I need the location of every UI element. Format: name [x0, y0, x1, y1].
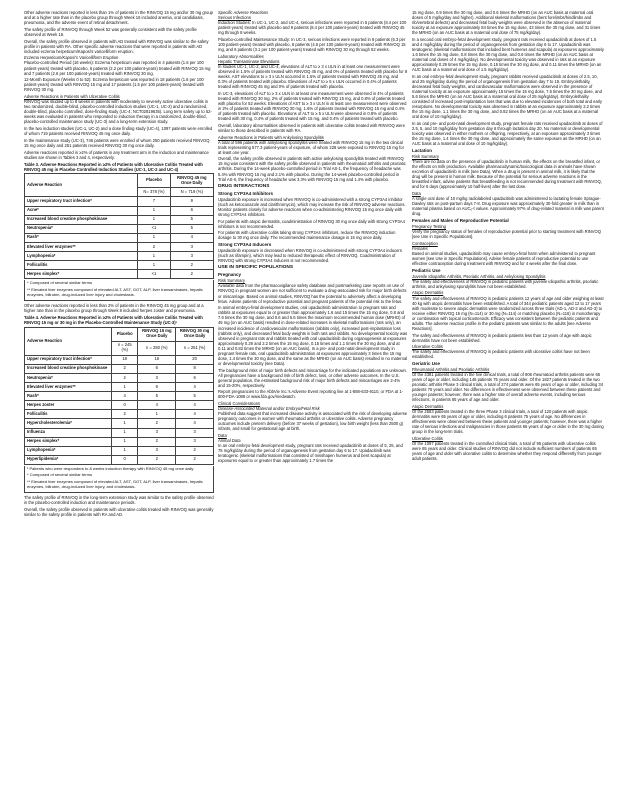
footnote: * Composed of several similar terms — [27, 472, 92, 478]
paragraph: A total of 596 patients with ankylosing spondylitis were treated with RINVOQ 15 mg in the two clinical trials representing 577.3 patient-years of exposure, of whom 228 were exposed to RINVOQ 15 mg for at least one year. — [218, 139, 404, 155]
table-cell-reaction: Influenza — [25, 428, 112, 437]
table-row — [25, 242, 214, 251]
table-cell-reaction: Herpes zoster — [25, 401, 112, 410]
table-cell-reaction: Folliculitis — [25, 261, 138, 270]
table-row — [25, 437, 214, 446]
table-cell-value: 2 — [176, 446, 214, 455]
table-cell-value: 9 — [170, 197, 213, 206]
table-row — [25, 401, 214, 410]
table-cell-value: 1 — [138, 410, 176, 419]
footnote: * Composed of several similar terms — [27, 280, 92, 286]
table-4-footnotes — [24, 466, 214, 493]
subheading-pregnancy-testing: Pregnancy Testing — [412, 223, 446, 229]
table-cell-value: 2 — [111, 373, 137, 382]
table-3-header-placebo: Placebo — [138, 174, 170, 188]
table-cell-reaction: Folliculitis — [25, 410, 112, 419]
table-row — [25, 428, 214, 437]
paragraph: Placebo-controlled Maintenance Study: In UC-3, serious infections were reported in 8 patients (6.3 per 100 patient-years) treated with placebo, 8 patients (4.5 per 100 patient-years) treated with RINVOQ 15 mg, and 6 patients (3.1 per 100 patient-years) treated with RINVOQ 30 mg through 52 weeks. — [218, 36, 406, 53]
column-2 — [218, 10, 408, 794]
subheading-hepatic: Hepatic Transaminase Elevations — [218, 58, 280, 64]
table-cell-value: 6 — [176, 373, 214, 382]
table-cell-reaction: Acne* — [25, 206, 138, 215]
table-4-n-rinvoq-30: n = 251 (%) — [176, 341, 214, 355]
table-4-n-rinvoq-15: n = 250 (%) — [138, 341, 176, 355]
heading-reproductive-potential: Females and Males of Reproductive Potential — [412, 217, 509, 223]
table-cell-value: 5 — [138, 392, 176, 401]
subheading-data: Data — [218, 433, 227, 439]
paragraph: Overall, the safety profile observed in patients with ulcerative colitis treated with RINVOQ was generally similar to the safety profile in patients with RA and AD. — [24, 506, 214, 517]
paragraph: Upadacitinib exposure is increased when RINVOQ is co-administered with a strong CYP3A4 inhibitor (such as ketoconazole and clarithromycin), which may increase the risk of RINVOQ adverse reactions. Monitor patients closely for adverse reactions when co-administering RINVOQ 15 mg once daily with strong CYP3A4 inhibitors. — [218, 196, 406, 217]
paragraph: Available data from the pharmacovigilance safety database and postmarketing case reports on use of RINVOQ in pregnant women are not sufficient to evaluate a drug-associated risk for major birth defects or miscarriage. Based on animal studies, RINVOQ has the potential to adversely affect a developing fetus. Advise patients of reproductive potential and pregnant patients of the potential risk to the fetus. — [218, 283, 407, 304]
paragraph: 12-Month Exposure (Weeks 0 to 52): Eczema herpeticum was reported in 18 patients (1.6 per 100 patient-years) treated with RINVOQ 15 mg and 17 patients (1.5 per 100 patient-years) treated with RINVOQ 30 mg. — [24, 77, 204, 93]
table-cell-value: 4 — [176, 419, 214, 428]
paragraph: In a second oral embryo-fetal development study, pregnant rats received upadacitinib at doses of 1.5 and 4 mg/kg/day during the period of organogenesis from gestation day 6 to 17. Upadacitinib was teratogenic (skeletal malformations that included bent humerus and scapula) at exposures approximately 1.6 times the 15 mg dose, 0.8 times the 30 mg dose, and 0.6 times the MRHD (on an AUC basis at maternal oral doses of 4 mg/kg/day). No developmental toxicity was observed in rats at an exposure approximately 0.29 times the 15 mg dose, 0.15 times the 30 mg dose, and 0.11 times the MRHD (on an AUC basis at a maternal oral dose of 1.5 mg/kg/day). — [412, 36, 604, 73]
table-row — [25, 455, 214, 464]
table-cell-value: 6 — [138, 383, 176, 392]
footnote: ** Elevated liver enzymes composed of elevated ALT, AST, GGT, ALP, liver transaminases, hepatic enzymes, bilirubin, drug-induced liver injury, and cholestasis. — [27, 478, 203, 489]
paragraph: The safety profile of RINVOQ through Week 52 was generally consistent with the safety profile observed at Week 16. — [24, 26, 197, 37]
paragraph: Of the 2583 patients treated in the three Phase 3 clinical trials, a total of 120 patients with atopic dermatitis were 65 years of age or older, including 6 patients 75 years of age. No differences in effectiveness were observed between these patients and younger patients; however, there was a higher rate of serious infections and malignancies in those patients 65 years of age or older in the 30 mg dosing group in the long-term trials. — [412, 409, 604, 435]
table-cell-reaction: Herpes simplex* — [25, 437, 112, 446]
paragraph: In the two induction studies (UC-1, UC-2) and a dose finding study (UC-4), 1097 patients were enrolled of whom 719 patients received RINVOQ 45 mg once daily. — [24, 126, 213, 137]
table-cell-value: 2 — [138, 419, 176, 428]
table-row — [25, 233, 214, 242]
table-row — [25, 383, 214, 392]
table-cell-value: 6 — [138, 364, 176, 373]
paragraph: The background risks of major birth defects and miscarriage for the indicated populations are unknown. All pregnancies have a background risk of birth defect, loss, or other adverse outcomes. In the U.S. general population, the estimated background risk of major birth defects and miscarriages are 2-4% and 15-20%, respectively. — [218, 367, 407, 388]
table-cell-reaction: Hypercholesterolemia* — [25, 419, 112, 428]
table-3 — [24, 173, 214, 279]
table-cell-value: 5 — [170, 224, 213, 233]
table-cell-value: 1 — [138, 252, 170, 261]
table-cell-value: 3 — [138, 373, 176, 382]
subheading-uc-adverse: Adverse Reactions in Patients with Ulcerative Colitis — [24, 94, 120, 100]
paragraph: Adverse reactions reported in ≥2% of patients in any treatment arm in the induction and maintenance studies are shown in Tables 3 and 4, respectively. — [24, 149, 209, 160]
table-row — [25, 373, 214, 382]
table-4-header-rinvoq-15: RINVOQ 15 mg Once Daily — [138, 327, 176, 341]
table-cell-value: 2 — [170, 261, 213, 270]
paragraph: Placebo-controlled Period (16 weeks): Eczema herpeticum was reported in 4 patients (1.6 per 100 patient-years) treated with placebo, 6 patients (2.2 per 100 patient-years) treated with RINVOQ 15 mg and 7 patients (2.6 per 100 patient-years) treated with RINVOQ 30 mg. — [24, 60, 211, 76]
table-row — [25, 197, 214, 206]
table-row — [25, 355, 214, 364]
paragraph: Other adverse reactions reported in less than 2% of patients in the RINVOQ 45 mg group and at a higher rate than in the placebo group through Week 8 included herpes zoster and pneumonia. — [24, 303, 204, 314]
table-cell-value: 4 — [170, 233, 213, 242]
table-row — [25, 446, 214, 455]
table-4-body — [25, 355, 214, 464]
paragraph: In an oral embryo-fetal development study, pregnant rats received upadacitinib at doses of 5, 25, and 75 mg/kg/day during the period of organogenesis from gestation day 6 to 17. Upadacitinib was teratogenic (skeletal malformations that consisted of misshapen humerus and bent scapula) at exposures equal to or greater than approximately 1.7 times the — [218, 443, 403, 464]
table-cell-value: 3 — [170, 252, 213, 261]
table-cell-reaction: Hyperlipidemia* — [25, 455, 112, 464]
table-cell-value: 7 — [138, 197, 170, 206]
table-cell-value: <1 — [138, 224, 170, 233]
table-4-n-placebo: n = 245 (%) — [111, 341, 137, 355]
paragraph: Overall, the safety profile observed in patients with active ankylosing spondylitis treated with RINVOQ 15 mg was consistent with the safety profile observed in patients with rheumatoid arthritis and psoriatic arthritis. During the 14-week placebo-controlled period in Trial AS-1, the frequency of headache was 5.4% with RINVOQ 15 mg and 2.1% with placebo. During the 14-week placebo-controlled period in Trial AS-II, the frequency of headache was 3.3% with RINVOQ 15 mg and 1.4% with placebo. — [218, 156, 406, 182]
subheading-disease-risk: Disease-Associated Maternal and/or Embryo/Fetal Risk — [218, 406, 320, 412]
table-cell-value: 1 — [138, 206, 170, 215]
table-row — [25, 364, 214, 373]
heading-drug-interactions: DRUG INTERACTIONS — [218, 183, 270, 189]
table-cell-reaction: Increased blood creatine phosphokinase — [25, 215, 138, 224]
table-cell-reaction: Elevated liver enzymes** — [25, 242, 138, 251]
table-cell-value: <1 — [138, 270, 170, 279]
heading-lactation: Lactation — [412, 147, 433, 153]
subheading-ulcerative-colitis: Ulcerative Colitis — [412, 436, 443, 442]
table-3-body — [25, 197, 214, 279]
table-3-caption: Table 3. Adverse Reactions Reported in ≥2% of Patients with Ulcerative Colitis Treated with RINVOQ 45 mg in Placebo-Controlled Induction Studies (UC-1, UC-2 and UC-4) — [24, 161, 203, 172]
heading-pregnancy: Pregnancy — [218, 272, 242, 278]
subheading-females: Females — [412, 245, 428, 251]
table-row — [25, 270, 214, 279]
paragraph: Upadacitinib exposure is decreased when RINVOQ is co-administered with strong CYP3A4 inducers (such as rifampin), which may lead to reduced therapeutic effect of RINVOQ. Coadministration of RINVOQ with strong CYP3A4 inducers is not recommended. — [218, 248, 402, 264]
table-cell-value: 2 — [138, 455, 176, 464]
paragraph: For patients with atopic dermatitis, coadministration of RINVOQ 30 mg once daily with strong CYP3A4 inhibitors is not recommended. — [218, 218, 405, 229]
table-cell-value: 6 — [170, 206, 213, 215]
paragraph: Based on animal studies, upadacitinib may cause embryo-fetal harm when administered to pregnant women [see Use in Specific Populations]. Advise female patients of reproductive potential to use effective contraception during treatment with RINVOQ and for 4 weeks after the final dose. — [412, 250, 596, 266]
table-cell-reaction: Upper respiratory tract infection* — [25, 355, 112, 364]
table-cell-value: 0 — [111, 455, 137, 464]
table-4-header-placebo: Placebo — [111, 327, 137, 341]
table-cell-value: 1 — [111, 446, 137, 455]
paragraph: Report pregnancies to the AbbVie Inc.'s Adverse Event reporting line at 1-888-633-9110, or FDA at 1-800-FDA-1088 or www.fda.gov/medwatch. — [218, 389, 404, 400]
table-cell-value: 2 — [176, 455, 214, 464]
subheading-data: Data — [412, 190, 421, 196]
subheading-animal-data: Animal Data — [218, 438, 241, 444]
paragraph: For patients with ulcerative colitis taking strong CYP3A4 inhibitors, reduce the RINVOQ induction dosage to 30 mg once daily. The recommended maintenance dosage is 15 mg once daily. — [218, 230, 396, 241]
paragraph: The safety and effectiveness of RINVOQ in pediatric patients with ulcerative colitis have not been established. — [412, 349, 590, 360]
table-cell-reaction: Herpes simplex* — [25, 270, 138, 279]
table-3-header-reaction: Adverse Reaction — [25, 174, 138, 197]
heading-cyp3a4-inducers: Strong CYP3A4 Inducers — [218, 242, 272, 248]
subheading-contraception: Contraception — [412, 240, 438, 246]
table-3-header-rinvoq: RINVOQ 45 mg Once Daily — [170, 174, 213, 188]
table-cell-reaction: Lymphopenia* — [25, 252, 138, 261]
footnote: ** Elevated liver enzymes composed of elevated ALT, AST, GGT, ALP, liver transaminases, hepatic enzymes, bilirubin, drug-induced liver injury and cholestasis. — [27, 286, 203, 297]
table-cell-value: 3 — [176, 428, 214, 437]
paragraph: In an oral embryo-fetal development study, pregnant rabbits received upadacitinib at doses of 2.5, 10, and 25 mg/kg/day during the period of organogenesis from gestation day 7 to 19. Embryolethality, decreased fetal body weights, and cardiovascular malformations were observed in the presence of maternal toxicity at an exposure approximately 15 times the 15 mg dose, 7.6 times the 30 mg dose, and 5.6 times the MRHD (on an AUC basis at a maternal oral dose of 25 mg/kg/day). Embryolethality consisted of increased post-implantation loss that was due to elevated incidences of both total and early resorptions. No developmental toxicity was observed in rabbits at an exposure approximately 2.2 times the 15 mg dose, 1.1 times the 30 mg dose, and 0.82 times the MRHD (on an AUC basis at a maternal oral dose of 10 mg/kg/day). — [412, 73, 603, 120]
paragraph: In an oral pre- and post-natal development study, pregnant female rats received upadacitinib at doses of 2.5, 5, and 10 mg/kg/day from gestation day 6 through lactation day 20. No maternal or developmental toxicity was observed in either mothers or offspring, respectively, at an exposure approximately 3 times the 15 mg dose, 1.4 times the 30 mg dose, and approximately the same exposure as the MRHD (on an AUC basis at a maternal oral dose of 10 mg/kg/day). — [412, 121, 603, 147]
column-1 — [24, 10, 214, 794]
table-cell-value: 1 — [138, 261, 170, 270]
table-cell-value: 3 — [138, 428, 176, 437]
table-cell-value: 5 — [170, 215, 213, 224]
subheading-jia: Juvenile Idiopathic Arthritis, Psoriatic Arthritis, and Ankylosing Spondylitis — [412, 273, 546, 279]
table-3-footnotes — [24, 280, 214, 301]
subheading-ulcerative-colitis: Ulcerative Colitis — [412, 344, 443, 350]
paragraph: Of the 4381 patients treated in the five clinical trials, a total of 906 rheumatoid arthritis patients were 65 years of age or older, including 146 patients 75 years and older. Of the 1827 patients treated in the two psoriatic arthritis Phase 3 clinical trials, a total of 274 patients were 65 years of age or older, including 34 patients 75 years and older. No differences in effectiveness were observed between these patients and younger patients; however, there was a higher rate of overall adverse events, including serious infections, in patients 65 years of age and older. — [412, 372, 604, 403]
heading-geriatric-use: Geriatric Use — [412, 361, 441, 367]
table-4-header-rinvoq-30: RINVOQ 30 mg Once Daily — [176, 327, 214, 341]
subheading-risk-summary: Risk Summary — [218, 278, 245, 284]
table-cell-value: 2 — [170, 270, 213, 279]
table-cell-value: 8 — [176, 364, 214, 373]
paragraph: The safety and effectiveness of RINVOQ in pediatric patients 12 years of age and older weighing at least 40 kg with atopic dermatitis have been established. A total of 344 pediatric patients aged 12 to 17 years with moderate to severe atopic dermatitis were randomized across three trials (AD-1, AD-2 and AD-3) to receive either RINVOQ 15 mg (N=114) or 30 mg (N=114) or matching placebo (N=116) in monotherapy or combination with topical corticosteroids. Efficacy was consistent between the pediatric patients and adults. The adverse reaction profile in the pediatric patients was similar to the adults [see Adverse Reactions]. — [412, 295, 604, 331]
table-row — [25, 215, 214, 224]
paragraph: Overall, the safety profile observed in patients with AD treated with RINVOQ was similar to the safety profile in patients with RA. Other specific adverse reactions that were reported in patients with AD included eczema herpeticum/Kaposi's varicelliform eruption. — [24, 38, 209, 54]
subheading-serious-infections: Serious Infections — [218, 15, 251, 21]
heading-specific-populations: USE IN SPECIFIC POPULATIONS — [218, 265, 294, 271]
table-cell-value: 1 — [111, 428, 137, 437]
subheading-atopic-dermatitis: Atopic Dermatitis — [412, 290, 444, 296]
table-cell-reaction: Lymphopenia* — [25, 446, 112, 455]
table-cell-reaction: Elevated liver enzymes** — [25, 383, 112, 392]
paragraph: The safety profile of RINVOQ in the long-term extension study was similar to the safety profile observed in the placebo-controlled induction and maintenance periods. — [24, 495, 214, 506]
paragraph: There are no data on the presence of upadacitinib in human milk, the effects on the breastfed infant, or the effects on milk production. Available pharmacodynamic/toxicological data in animals have shown excretion of upadacitinib in milk (see Data). When a drug is present in animal milk, it is likely that the drug will be present in human milk. Because of the potential for serious adverse reactions in the breastfed infant, advise patients that breastfeeding is not recommended during treatment with RINVOQ, and for 6 days (approximately 10 half-lives) after the last dose. — [412, 159, 602, 190]
paragraph: Overall, laboratory abnormalities observed in patients with ulcerative colitis treated with RINVOQ were similar to those described in patients with RA. — [218, 122, 405, 133]
table-cell-value: 2 — [111, 364, 137, 373]
table-3-n-placebo: N= 378 (%) — [138, 188, 170, 197]
table-cell-reaction: Rash* — [25, 392, 112, 401]
table-cell-value: 4 — [138, 401, 176, 410]
paragraph: Of the 1097 patients treated in the controlled clinical trials, a total of 95 patients with ulcerative colitis were 65 years and older. Clinical studies of RINVOQ did not include sufficient numbers of patients 65 years of age and older with ulcerative colitis to determine whether they respond differently from younger adult patients. — [412, 441, 602, 462]
paragraph: RINVOQ was studied up to 8 weeks in patients with moderately to severely active ulcerative colitis in two randomized, double-blind, placebo-controlled induction studies (UC-1, UC-2) and a randomized, double-blind, placebo controlled, dose-finding study (UC-4; NCT02819635). Long term safety up to 52-weeks was evaluated in patients who responded to induction therapy in a randomized, double-blind, placebo-controlled maintenance study (UC-3) and a long-term extension study. — [24, 99, 212, 125]
table-4 — [24, 327, 214, 465]
table-cell-value: 2 — [138, 437, 176, 446]
table-row — [25, 410, 214, 419]
paragraph: Other adverse reactions reported in less than 1% of patients in the RINVOQ 15 mg and/or 30 mg group and at a higher rate than in the placebo group through Week 16 included anemia, oral candidiasis, pneumonia, and the adverse event of retinal detachment. — [24, 10, 213, 26]
table-cell-value: 4 — [176, 401, 214, 410]
table-cell-value: 1 — [111, 437, 137, 446]
paragraph: Published data suggest that increased disease activity is associated with the risk of developing adverse pregnancy outcomes in women with rheumatoid arthritis or ulcerative colitis. Adverse pregnancy outcomes include preterm delivery (before 37 weeks of gestation), low birth weight (less than 2500 g) infants, and small for gestational age at birth. — [218, 411, 408, 432]
table-3-n-rinvoq: N = 719 (%) — [170, 188, 213, 197]
table-cell-reaction: Rash* — [25, 233, 138, 242]
paragraph: Induction Studies: In UC-1, UC-2, and UC-4, serious infections were reported in 5 patients (8.4 per 100 patient-years) treated with placebo and 9 patients (8.4 per 100 patient-years) treated with RINVOQ 45 mg through 8 weeks. — [218, 20, 407, 36]
table-cell-value: 18 — [111, 355, 137, 364]
table-cell-value: 4 — [176, 410, 214, 419]
heading-cyp3a4-inhibitors: Strong CYP3A4 Inhibitors — [218, 190, 274, 196]
subheading-as-adverse: Adverse Reactions in Patients with Ankylosing Spondylitis — [218, 134, 324, 140]
table-cell-value: 20 — [176, 355, 214, 364]
subheading-risk-summary: Risk Summary — [412, 153, 439, 159]
table-cell-value: 0 — [111, 401, 137, 410]
paragraph: In animal embryo-fetal development studies, oral upadacitinib administration to pregnant rats and rabbits at exposures equal to or greater than approximately 1.6 and 15 times the 15 mg dose, 0.8 and 7.6 times the 30 mg dose, and 0.6 and 5.6 times the maximum recommended human dose (MRHD) of 45 mg (on an AUC basis) resulted in dose-related increases in skeletal malformations (rats only), an increased incidence of cardiovascular malformations (rabbits only), increased post-implantation loss (rabbits only), and decreased fetal body weights in both rats and rabbits. No developmental toxicity was observed in pregnant rats and rabbits treated with oral upadacitinib during organogenesis at exposures approximately 0.29 and 2.2 times the 15 mg dose, 0.15 times and 1.1 times the 30 mg dose, and at 0.11 and 0.82 times the MRHD (on an AUC basis). In a pre- and post-natal development study in pregnant female rats, oral upadacitinib administration at exposures approximately 3 times the 15 mg dose, 1.4 times the 30 mg dose, and the same as the MRHD (on an AUC basis) resulted in no maternal or developmental toxicity (see Data). — [218, 305, 408, 366]
table-cell-value: 2 — [111, 410, 137, 419]
paragraph: The safety and effectiveness of RINVOQ in pediatric patients less than 12 years of age with atopic dermatitis have not been established. — [412, 332, 592, 343]
table-cell-value: 3 — [138, 446, 176, 455]
table-cell-reaction: Neutropenia* — [25, 373, 112, 382]
table-cell-value: 1 — [111, 419, 137, 428]
table-4-caption: Table 4. Adverse Reactions Reported in ≥2% of Patients with Ulcerative Colitis Treated with RINVOQ 15 mg or 30 mg in the Placebo-Controlled Maintenance Study (UC-3)¹ — [24, 315, 203, 326]
subheading-eczema: Eczema Herpeticum/Kaposi's Varicelliform Eruption — [24, 55, 119, 61]
paragraph: The safety and effectiveness of RINVOQ in pediatric patients with juvenile idiopathic arthritis, psoriatic arthritis, and ankylosing spondylitis have not been established. — [412, 278, 599, 289]
table-cell-reaction: Upper respiratory tract infection* — [25, 197, 138, 206]
table-cell-value: 4 — [176, 383, 214, 392]
paragraph: In UC-3, elevations of ALT to ≥ 3 x ULN in at least one measurement were observed in 4% of patients treated with RINVOQ 30 mg, 2% of patients treated with RINVOQ 15 mg, and 0.8% of patients treated with placebo for 52 weeks. Elevations of AST to ≥ 3 x ULN in at least one measurement were observed in 2% of patients treated with RINVOQ 30 mg, 1.6% of patients treated with RINVOQ 15 mg and 0.4% of patients treated with placebo. Elevations of ALT to ≥ 5 x ULN were observed in 0.8% of patients treated with 30 mg, 0.4% of patients treated with 15 mg, and 0.4% of patients treated with placebo. — [218, 90, 407, 121]
table-cell-value: 3 — [176, 437, 214, 446]
table-4-header-reaction: Adverse Reaction — [25, 327, 112, 355]
table-row — [25, 261, 214, 270]
table-cell-reaction: Increased blood creatine phosphokinase — [25, 364, 112, 373]
table-cell-value: 16 — [138, 355, 176, 364]
paragraph: Verify the pregnancy status of females of reproductive potential prior to starting treatment with RINVOQ [see Use in Specific Populations]. — [412, 228, 601, 239]
table-cell-reaction: Neutropenia* — [25, 224, 138, 233]
subheading-lab-abnormalities: Laboratory Abnormalities — [218, 53, 264, 59]
paragraph: In the maintenance study (UC-3), 746 patients were enrolled of whom 250 patients received RINVOQ 15 mg once daily and 251 patients received RINVOQ 30 mg once daily. — [24, 137, 210, 148]
subheading-specific-adverse: Specific Adverse Reactions — [218, 10, 269, 15]
table-cell-value: 1 — [111, 383, 137, 392]
subheading-clinical-considerations: Clinical Considerations — [218, 401, 261, 407]
subheading-ra-psa: Rheumatoid Arthritis and Psoriatic Arthritis — [412, 367, 490, 373]
table-row — [25, 392, 214, 401]
table-row — [25, 419, 214, 428]
footnote: ¹ Patients who were responders to 8 weeks induction therapy with RINVOQ 45 mg once daily — [27, 465, 194, 471]
table-row — [25, 224, 214, 233]
column-3 — [412, 10, 604, 794]
table-cell-value: 1 — [138, 233, 170, 242]
table-cell-value: 3 — [170, 242, 213, 251]
table-row — [25, 206, 214, 215]
table-cell-value: 2 — [138, 242, 170, 251]
paragraph: In studies UC-1, UC-2, and UC-4, elevations of ALT to ≥ 3 x ULN in at least one measurement were observed in 1.5% of patients treated with RINVOQ 45 mg, and 0% of patients treated with placebo for 8 weeks. AST elevations to ≥ 3 x ULN occurred in 1.5% of patients treated with RINVOQ 45 mg, and 0.3% of patients treated with placebo. Elevations of ALT to ≥ 5 x ULN occurred in 0.4% of patients treated with RINVOQ 45 mg and 0% of patients treated with placebo. — [218, 63, 408, 90]
subheading-atopic-dermatitis: Atopic Dermatitis — [412, 404, 444, 410]
table-cell-value: 1 — [138, 215, 170, 224]
table-cell-value: 5 — [176, 392, 214, 401]
heading-pediatric-use: Pediatric Use — [412, 267, 441, 273]
table-row — [25, 252, 214, 261]
paragraph: A single oral dose of 10 mg/kg radiolabeled upadacitinib was administered to lactating female Sprague-Dawley rats on post-partum days 7-8. Drug exposure was approximately 30-fold greater in milk than in maternal plasma based on AUC₀-t values. Approximately 97% of drug-related material in milk was parent drug. — [412, 196, 604, 217]
table-cell-value: 4 — [111, 392, 137, 401]
paragraph: 15 mg dose, 0.9 times the 30 mg dose, and 0.6 times the MRHD (on an AUC basis at maternal oral doses of 5 mg/kg/day and higher). Additional skeletal malformations (bent forelimbs/hindlimbs and rib/vertebral defects) and decreased fetal body weights were observed in the absence of maternal toxicity at an exposure approximately 84 times the 15 mg dose, 43 times the 30 mg dose, and 31 times the MRHD (on an AUC basis at a maternal oral dose of 75 mg/kg/day). — [412, 10, 601, 36]
